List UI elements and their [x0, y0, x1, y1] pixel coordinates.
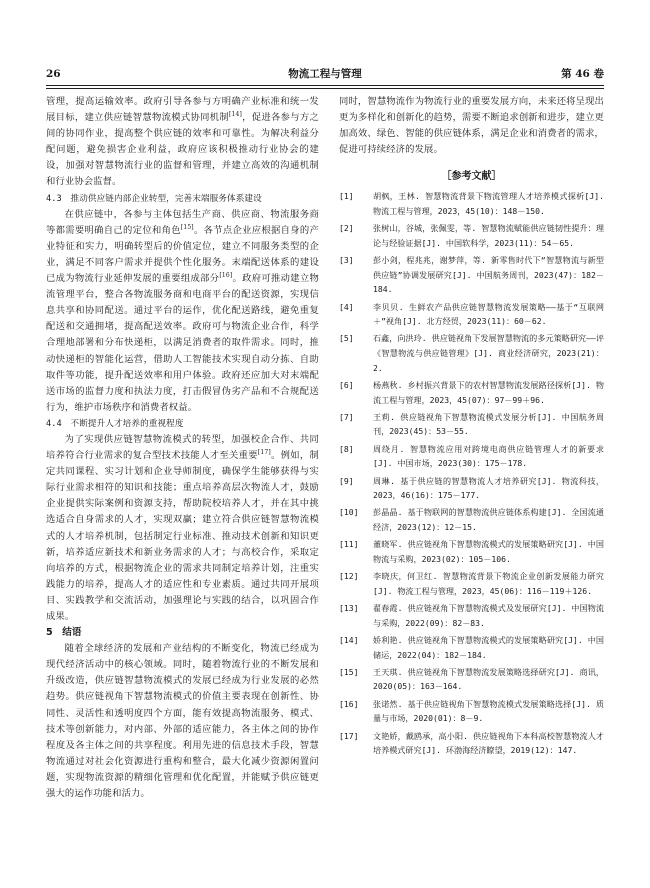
reference-item — [339, 633, 604, 662]
reference-text: 董晓军. 供应链视角下智慧物流模式的发展策略研究[J]. 中国物流与采购，2023(02)：105－106. — [373, 539, 604, 564]
reference-number: [17] — [339, 730, 359, 741]
page-number: 26 — [46, 68, 61, 80]
header-rule — [46, 85, 604, 89]
reference-item — [339, 442, 604, 471]
reference-text: 翟春霞. 供应链视角下智慧物流模式及发展研究[J]. 中国物流与采购，2022(09)：82－83. — [373, 603, 604, 628]
body-paragraph: 为了实现供应链智慧物流模式的转型，加强校企合作、共同培养符合行业需求的复合型技术技能人才至关重要[17]。例如，制定共同课程、实习计划和企业导师制度，确保学生能够获得与实际行业需求相符的知识和技能；重点培养高层次物流人才，鼓励企业提供实际案例和资源支持，帮助院校培养人才，并在其中挑选适合自身需求的人才，实现双赢；建立符合供应链智慧物流模式的人才培养机制，包括制定行业标准、推动技术创新和知识更新，培养适应新技术和新业务需求的人才；与高校合作，采取定向培养的方式，根据物流企业的需求共同制定培养计划，注重实践能力的培养，提高人才的适应性和专业素质。通过共同开展项目、实践教学和交流活动，加强理论与实践的结合，以巩固合作成果。 — [46, 433, 319, 622]
volume-label: 第 46 卷 — [561, 68, 604, 80]
reference-text: 彭晶晶. 基于物联网的智慧物流供应链体系构建[J]. 全国流通经济，2023(12)：12－15. — [373, 507, 604, 533]
reference-number: [13] — [339, 603, 359, 614]
reference-text: 娇利艳. 供应链视角下智慧物流模式的发展策略研究[J]. 中国储运，2022(04)：182－184. — [373, 634, 604, 660]
reference-number: [6] — [339, 379, 354, 390]
reference-text: 张诺然. 基于供应链视角下智慧物流模式发展策略选择[J]. 质量与市场，2020(01)：8－9. — [373, 698, 604, 724]
reference-number: [5] — [339, 333, 354, 344]
reference-number: [4] — [339, 301, 354, 312]
reference-number: [12] — [339, 571, 359, 582]
reference-text: 王莉. 供应链视角下智慧物流模式发展分析[J]. 中国航务周刊，2023(45)：53－55. — [373, 411, 604, 437]
reference-item — [339, 474, 604, 503]
body-paragraph: 在供应链中，各参与主体包括生产商、供应商、物流服务商等都需要明确自己的定位和角色[15]。各节点企业应根据自身的产业特征和实力，明确转型后的价值定位，建立不同服务类型的企业，满足不同客户需求并提供个性化服务。末端配送体系的建设已成为物流行业延伸发展的重要组成部分[16]。政府可推动建立物流管理平台，整合各物流服务商和电商平台的配送资源，实现信息共享和协同配送。通过平台的运作，优化配送路线，避免重复配送和交通拥堵，提高配送效率。政府可与物流企业合作，科学合理地部署和分布快递柜，以满足消费者的取件需求。同时，推动快递柜的智能化运营，借助人工智能技术实现自动分拣、自助取件等功能，提升配送效率和用户体验。政府还应加大对末端配送市场的监督力度和执法力度，打击假冒伪劣产品和不合规配送行为，维护市场秩序和消费者权益。 — [46, 208, 320, 413]
reference-text: 胡枫，王林. 智慧物流背景下物流管理人才培养模式探析[J]. 物流工程与管理，2023，45(10)：148－150. — [373, 191, 604, 216]
reference-item — [339, 729, 604, 758]
reference-item — [339, 569, 604, 598]
reference-text: 文艳娇，戴鸥承，高小阳. 供应链视角下本科高校智慧物流人才培养模式研究[J]. 环渤海经济瞭望，2019(12)：147. — [373, 730, 604, 756]
reference-number: [15] — [339, 666, 359, 677]
reference-item — [339, 697, 604, 726]
reference-item — [339, 331, 604, 375]
conclusion-paragraph-continued: 同时，智慧物流作为物流行业的重要发展方向，未来还将呈现出更为多样化和创新化的趋势，需要不断追求创新和进步，建立更加高效、绿色、智能的供应链体系，满足企业和消费者的需求，促进可持续经济的发展。 — [339, 96, 604, 156]
subsection-4-3-heading: 4.3 推动供应链内部企业转型，完善末端服务体系建设 — [46, 193, 262, 204]
conclusion-paragraph: 随着全球经济的发展和产业结构的不断变化，物流已经成为现代经济活动中的核心领域。同时，随着物流行业的不断发展和升级改造，供应链智慧物流模式的发展已经成为行业发展的必然趋势。供应链视角下智慧物流模式的价值主要表现在创新性、协同性、灵活性和透明度四个方面，能有效提高物流服务、模式、技术等创新能力，对内部、外部的适应能力，各主体之间的协作程度及各主体之间的共享程度。利用先进的信息技术手段，智慧物流通过对社会化资源进行重构和整合，最大化减少资源闲置问题，实现物流资源的精细化管理和优化配置，并能赋予供应链更强大的运作功能和活力。 — [46, 643, 319, 800]
reference-number: [9] — [339, 475, 354, 486]
reference-item — [339, 665, 604, 694]
citation-16: [16] — [219, 271, 233, 279]
left-column — [46, 94, 319, 802]
reference-item — [339, 253, 604, 297]
reference-text: 王天琪. 供应链视角下智慧物流发展策略选择研究[J]. 商讯，2020(05)：163－164. — [373, 666, 604, 692]
subsection-4-4-heading: 4.4 不断提升人才培养的重视程度 — [46, 418, 184, 429]
reference-item — [339, 300, 604, 329]
reference-number: [11] — [339, 539, 359, 550]
reference-item — [339, 537, 604, 566]
running-header — [46, 67, 604, 81]
reference-text: 李晓庆，何卫红. 智慧物流背景下物流企业创新发展能力研究[J]. 物流工程与管理，2023，45(06)：116－119＋126. — [373, 571, 604, 596]
reference-text: 周绕月. 智慧物流应用对跨境电商供应链管理人才的新要求[J]. 中国市场，2023(30)：175－178. — [373, 443, 604, 469]
reference-text: 李贝贝. 生鲜农产品供应链智慧物流发展策略——基于“互联网＋”视角[J]. 北方经贸，2023(11)：60－62. — [373, 301, 604, 327]
reference-text: 张树山，谷城，张佩雯，等. 智慧物流赋能供应链韧性提升：理论与经验证据[J]. 中国软科学，2023(11)：54－65. — [373, 223, 604, 248]
reference-list — [339, 189, 604, 757]
reference-number: [16] — [339, 698, 359, 709]
body-paragraph: 管理，提高运输效率。政府引导各参与方明确产业标准和统一发展目标，建立供应链智慧物流模式协同机制[14]，促进各参与方之间的协同作业，提高整个供应链的效率和可靠性。为解决利益分配问题，避免损害企业利益，政府应该积极推动行业协会的建设，加强对智慧物流行业的监督和管理，并建立高效的沟通机制和行业协会监督。 — [46, 96, 319, 188]
reference-item — [339, 189, 604, 218]
reference-text: 彭小剑，程兆兆，谢梦萍，等. 新零售时代下“智慧物流与新型供应链”协调发展研究[J]. 中国航务周刊，2023(47)：182－184. — [373, 255, 604, 295]
journal-title: 物流工程与管理 — [288, 68, 362, 80]
reference-number: [1] — [339, 191, 354, 202]
reference-item — [339, 378, 604, 407]
section-5-heading: 5 结语 — [46, 627, 82, 639]
reference-text: 周琳. 基于供应链的智慧物流人才培养研究[J]. 物流科技，2023，46(16)：175－177. — [373, 475, 604, 501]
reference-number: [10] — [339, 507, 359, 518]
reference-item — [339, 505, 604, 534]
reference-item — [339, 601, 604, 630]
references-heading: ［参考文献］ — [441, 171, 502, 183]
right-column — [339, 94, 604, 760]
citation-15: [15] — [180, 223, 194, 231]
reference-number: [7] — [339, 411, 354, 422]
reference-text: 石鑫，向洪玲. 供应链视角下发展智慧物流的多元策略研究——评《智慧物流与供应链管理》[J]. 商业经济研究，2023(21)：2. — [373, 333, 604, 373]
reference-text: 杨燕秋. 乡村振兴背景下的农村智慧物流发展路径探析[J]. 物流工程与管理，2023，45(07)：97－99＋96. — [373, 379, 604, 405]
citation-17: [17] — [257, 448, 271, 456]
reference-item — [339, 221, 604, 250]
reference-item — [339, 410, 604, 439]
reference-number: [14] — [339, 634, 359, 645]
citation-14: [14] — [229, 111, 242, 118]
reference-number: [8] — [339, 443, 354, 454]
reference-number: [3] — [339, 255, 354, 266]
reference-number: [2] — [339, 223, 354, 234]
